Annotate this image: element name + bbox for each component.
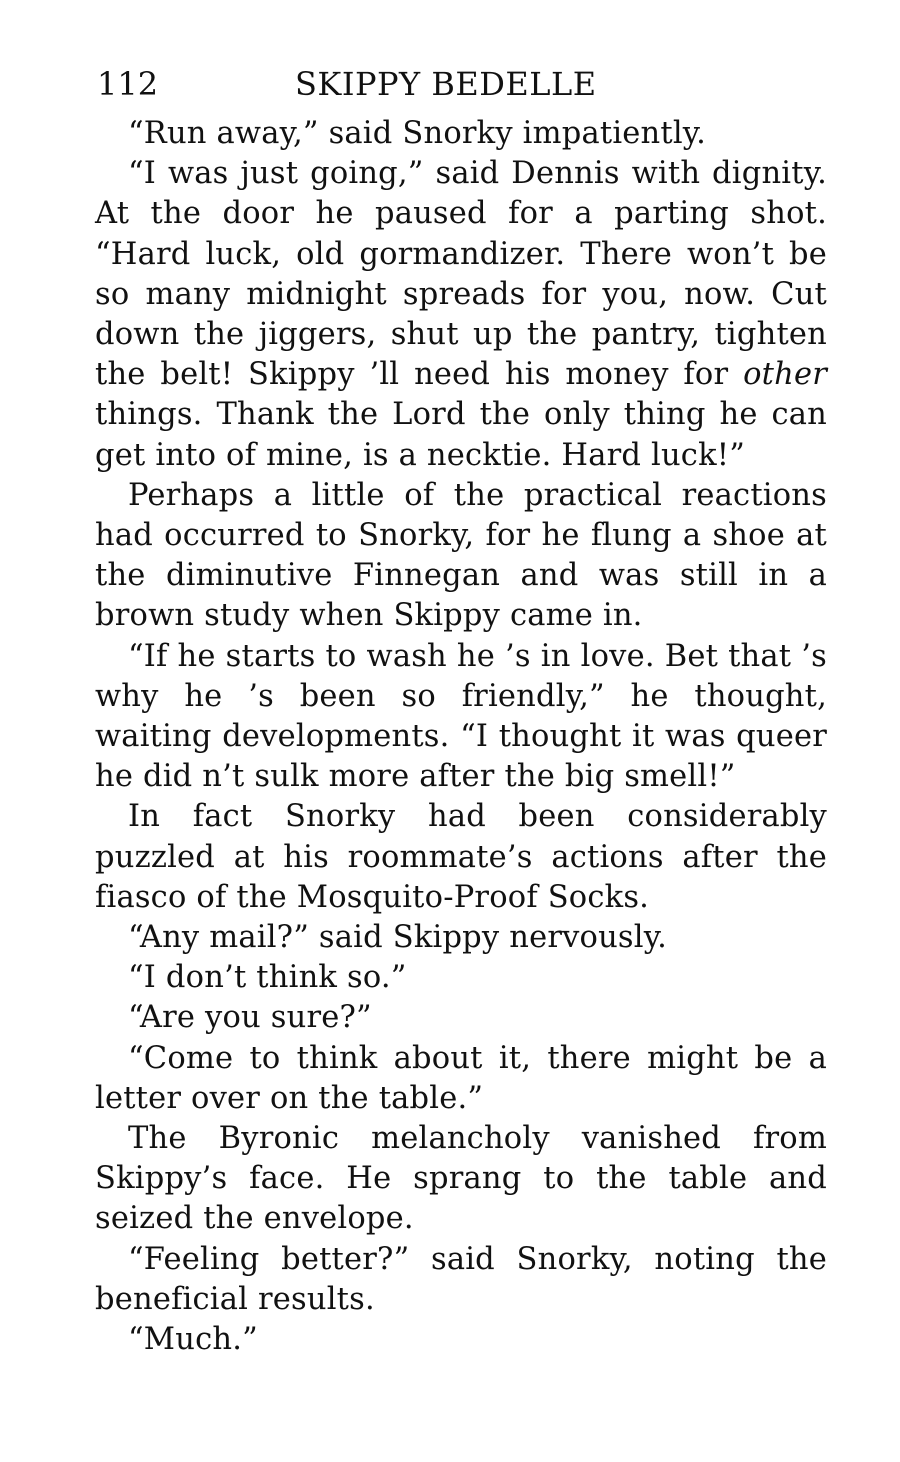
- paragraph: “If he starts to wash he ’s in love. Bet that ’s why he ’s been so friendly,” he thought, waiting developments. “I thought it was queer he did n’t sulk more after the big smell!”: [95, 638, 827, 795]
- paragraph: “I was just going,” said Dennis with dignity. At the door he paused for a parting shot. “Hard luck, old gormandizer. There won’t be so many midnight spreads for you, now. Cut down the jiggers, shut up the pantry, tighten the belt! Skippy ’ll need his money for other things. Thank the Lord the only thing he can get into of mine, is a necktie. Hard luck!”: [95, 156, 828, 473]
- paragraph: “Run away,” said Snorky impatiently.: [128, 116, 707, 151]
- paragraph: “Much.”: [128, 1322, 258, 1358]
- paragraph: “Feeling better?” said Snorky, noting the beneficial results.: [95, 1241, 827, 1317]
- paragraph: “Any mail?” said Skippy nervously.: [128, 920, 668, 956]
- page-number: 112: [97, 65, 159, 103]
- paragraph: In fact Snorky had been considerably puzzled at his roommate’s actions after the fiasco of the Mosquito-Proof Socks.: [95, 799, 827, 915]
- paragraph: “Come to think about it, there might be a letter over on the table.”: [95, 1040, 827, 1116]
- paragraph: Perhaps a little of the practical reactions had occurred to Snorky, for he flung a shoe at the diminutive Finnegan and was still in a brown study when Skippy came in.: [95, 477, 827, 634]
- paragraph: “I don’t think so.”: [128, 960, 407, 996]
- body-text: [95, 114, 827, 1360]
- emphasis-text: other: [743, 357, 828, 393]
- book-page: [95, 62, 827, 1360]
- running-head: SKIPPY BEDELLE: [295, 65, 597, 103]
- paragraph: “Are you sure?”: [128, 1000, 372, 1036]
- page-header: [95, 62, 827, 114]
- paragraph: The Byronic melancholy vanished from Skippy’s face. He sprang to the table and seized the envelope.: [95, 1121, 827, 1237]
